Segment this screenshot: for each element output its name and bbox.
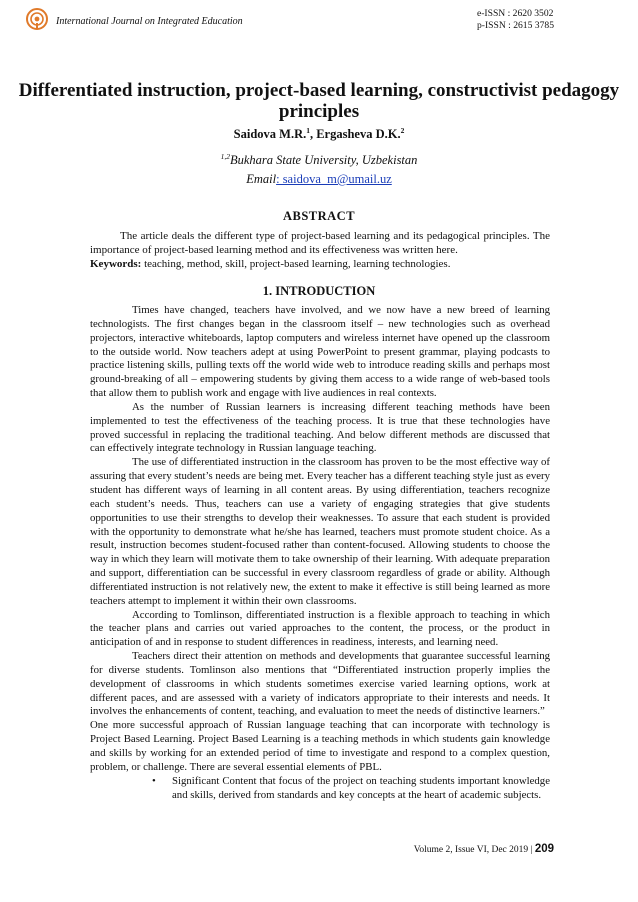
paragraph-2: As the number of Russian learners is increasing different teaching methods have been implemented to test the effectiveness of the teaching process. It is true that these technologies have proved successful in replacing the traditional teaching. And below different methods are discussed that can effectively integrate technology in Russian language teaching. [90, 400, 550, 455]
email-link[interactable]: : saidova_m@umail.uz [276, 172, 392, 186]
abstract-heading: ABSTRACT [282, 209, 356, 223]
page-footer [414, 843, 554, 855]
author-1: Saidova M.R. [233, 127, 307, 142]
keywords-text: teaching, method, skill, project-based learning, learning technologies. [141, 258, 451, 270]
email-label: Email [246, 172, 277, 186]
author-separator: , [309, 127, 317, 142]
paragraph-4: According to Tomlinson, differentiated instruction is a flexible approach to teaching in which the teacher plans and carries out varied approaches to the content, the process, or the product in anticipation of and in response to student differences in readiness, interests, and learning need. [90, 608, 550, 649]
journal-logo-icon [26, 8, 48, 30]
page-number: 209 [534, 843, 554, 855]
keywords-label: Keywords: [90, 258, 142, 270]
bullet-text: Significant Content that focus of the project on teaching students important knowledge and skills, derived from standards and key concepts at the heart of academic subjects. [172, 774, 550, 801]
volume-info: Volume 2, Issue VI, Dec 2019 | [413, 845, 535, 855]
affiliation-sup: 1,2 [220, 152, 230, 161]
eissn: e-ISSN : 2620 3502 [476, 8, 554, 19]
paragraph-3: The use of differentiated instruction in the classroom has proven to be the most effective way of assuring that every student’s needs are being met. Every teacher has a different teaching style just as every student has different ways of learning in all content areas. By using differentiation, teachers recognize each student’s needs. Thus, teachers can use a variety of engaging strategies that give students opportunities to use their strengths to develop their weaknesses. To assure that each student is provided with the opportunity to demonstrate what he/she has learned, teachers must promote student choice. As a result, instruction becomes student-focused rather than content-focused. Allowing students to choose the way in which they learn will motivate them to take ownership of their learning. With adequate preparation and support, differentiation can be successful in every classroom regardless of grade or ability. Although differentiated instruction is not relatively new, the extent to make it effective is still being learned as more teachers attempt to implement it within their own classrooms. [90, 456, 550, 607]
author-1-sup: 1 [306, 126, 310, 135]
paragraph-1: Times have changed, teachers have involved, and we now have a new breed of learning technologists. The first changes began in the classroom itself – new technologies such as overhead projectors, interactive whiteboards, laptop computers and wireless internet have opened up the classroom to the outside world. Now teachers adept at using PowerPoint to present grammar, playing podcasts to practice listening skills, pulling texts off the world wide web to introduce reading skills and perhaps most ground-breaking of all – empowering students by giving them access to a wide range of web-based tools that allow them to publish work and engage with live audiences in real contexts. [90, 304, 550, 400]
issn-block [477, 8, 554, 32]
section-body [90, 304, 550, 802]
journal-name: International Journal on Integrated Education [56, 16, 243, 27]
section-heading: 1. INTRODUCTION [262, 284, 376, 298]
paragraph-5: Teachers direct their attention on methods and developments that guarantee successful learning for diverse students. Tomlinson also mentions that “Differentiated instruction properly implies the development of classrooms in which students sometimes exercise varied learning options, work at different paces, and are assessed with a variety of indicators appropriate to their interests and needs. It involves the enhancements of content, teaching, and evaluation to meet the needs of distinctive learners.” [90, 650, 550, 718]
keywords [90, 258, 550, 272]
affiliation-text: Bukhara State University, Uzbekistan [229, 153, 418, 168]
bullet-icon: • [152, 774, 156, 787]
email-line [0, 172, 638, 187]
paragraph-6: One more successful approach of Russian language teaching that can incorporate with technology is Project Based Learning. Project Based Learning is a teaching methods in which students gain knowledge and skills by working for an extended period of time to investigate and respond to a complex question, problem, or challenge. There are several essential elements of PBL. [90, 719, 550, 773]
author-2-sup: 2 [400, 126, 405, 135]
authors [0, 126, 638, 142]
affiliation [0, 152, 638, 168]
list-item [90, 775, 550, 803]
abstract-paragraph: The article deals the different type of project-based learning and its pedagogical principles. The importance of project-based learning method and its effectiveness was written here. [90, 230, 550, 256]
pissn: p-ISSN : 2615 3785 [476, 20, 554, 31]
paper-title: Differentiated instruction, project-based learning, constructivist pedagogy principles [18, 80, 620, 122]
abstract-text [90, 230, 550, 257]
author-2: Ergasheva D.K. [316, 127, 401, 142]
